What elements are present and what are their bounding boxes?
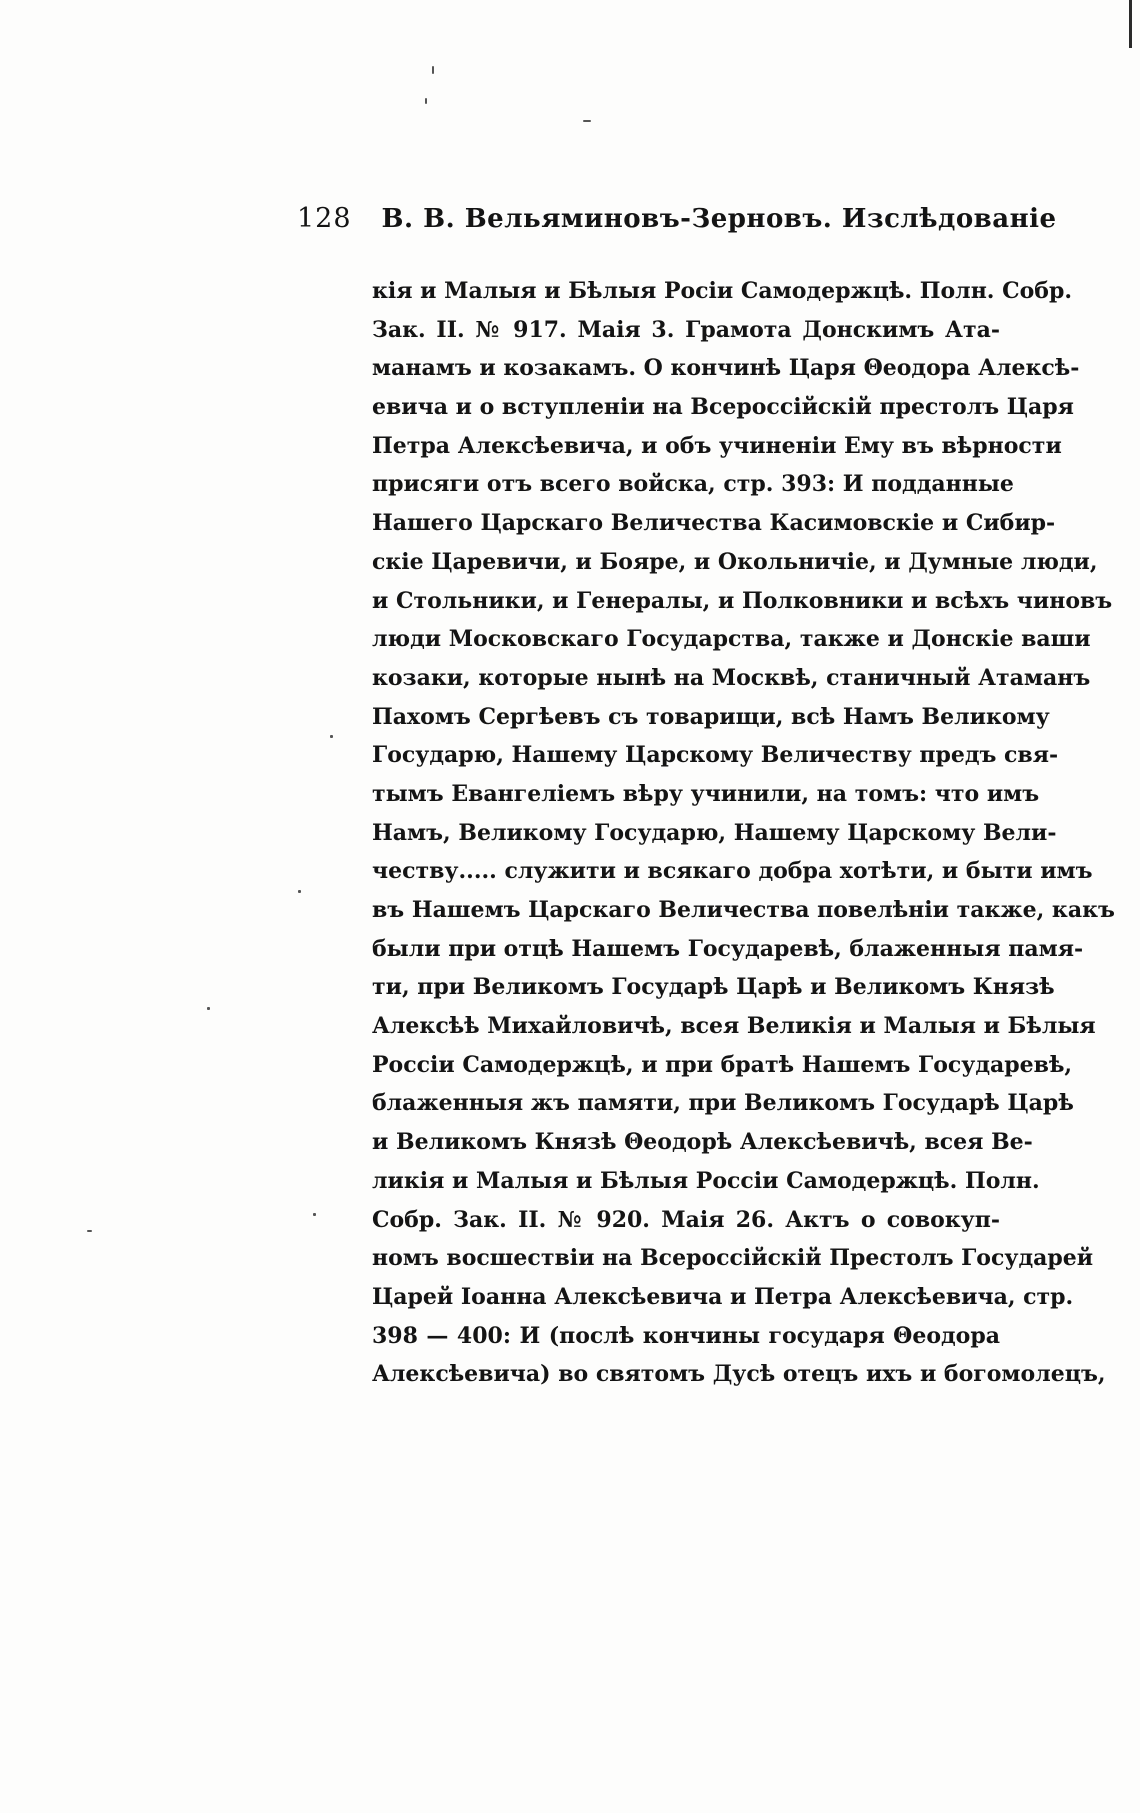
text-line: въ Нашемъ Царскаго Величества повелѣніи также, какъ bbox=[372, 897, 1115, 923]
text-line: присяги отъ всего войска, стр. 393: И подданные bbox=[372, 471, 1014, 498]
text-line: Зак. II. № 917. Маія 3. Грамота Донскимъ Ата- bbox=[372, 316, 1000, 343]
body-text bbox=[372, 272, 1115, 1394]
page-number: 128 bbox=[297, 203, 352, 234]
text-line: ти, при Великомъ Государѣ Царѣ и Великомъ Князѣ bbox=[372, 974, 1055, 1001]
running-head: В. В. Вельяминовъ-Зерновъ. Изслѣдованіе bbox=[381, 204, 1057, 234]
scan-speck bbox=[313, 1213, 316, 1216]
text-line: кія и Малыя и Бѣлыя Росіи Самодержцѣ. Полн. Собр. bbox=[372, 278, 1073, 304]
text-line: Государю, Нашему Царскому Величеству предъ свя- bbox=[372, 742, 1059, 769]
text-line: Царей Іоанна Алексѣевича и Петра Алексѣевича, стр. bbox=[372, 1283, 1074, 1310]
text-line: и Стольники, и Генералы, и Полковники и всѣхъ чиновъ bbox=[372, 587, 1113, 614]
text-line: манамъ и козакамъ. О кончинѣ Царя Θеодора Алексѣ- bbox=[372, 355, 1080, 382]
text-line: евича и о вступленіи на Всероссійскій престолъ Царя bbox=[372, 394, 1074, 421]
page-header bbox=[297, 203, 1057, 247]
text-line: тымъ Евангеліемъ вѣру учинили, на томъ: что имъ bbox=[372, 780, 1040, 807]
scan-speck bbox=[330, 735, 333, 738]
text-line: Алексѣевича) во святомъ Дусѣ отецъ ихъ и богомолецъ, bbox=[372, 1361, 1106, 1388]
text-line: Нашего Царскаго Величества Касимовскіе и Сибир- bbox=[372, 510, 1056, 537]
text-line: номъ восшествіи на Всероссійскій Престолъ Государей bbox=[372, 1245, 1094, 1272]
text-line: честву..... служити и всякаго добра хотѣти, и быти имъ bbox=[372, 858, 1093, 885]
text-line: и Великомъ Князѣ Θеодорѣ Алексѣевичѣ, всея Ве- bbox=[372, 1129, 1033, 1156]
text-line: ликія и Малыя и Бѣлыя Россіи Самодержцѣ. Полн. bbox=[372, 1167, 1040, 1194]
text-line: люди Московскаго Государства, также и Донскіе ваши bbox=[372, 626, 1091, 653]
scan-speck bbox=[87, 1230, 92, 1232]
text-line: скіе Царевичи, и Бояре, и Окольничіе, и Думные люди, bbox=[372, 548, 1098, 575]
text-line: Намъ, Великому Государю, Нашему Царскому Вели- bbox=[372, 819, 1057, 846]
scan-edge-line bbox=[1129, 0, 1132, 48]
text-line: были при отцѣ Нашемъ Государевѣ, блаженныя памя- bbox=[372, 935, 1084, 962]
scan-speck bbox=[583, 120, 591, 122]
scan-speck bbox=[432, 66, 434, 74]
text-line: Пахомъ Сергѣевъ съ товарищи, всѣ Намъ Великому bbox=[372, 703, 1050, 730]
text-line: Алексѣѣ Михайловичѣ, всея Великія и Малыя и Бѣлыя bbox=[372, 1013, 1096, 1040]
scan-speck bbox=[298, 890, 301, 893]
text-line: блаженныя жъ памяти, при Великомъ Государѣ Царѣ bbox=[372, 1090, 1074, 1117]
text-line: Петра Алексѣевича, и объ учиненіи Ему въ вѣрности bbox=[372, 432, 1062, 459]
text-line: 398 — 400: И (послѣ кончины государя Θеодора bbox=[372, 1322, 1000, 1349]
scan-speck bbox=[207, 1007, 210, 1010]
text-line: козаки, которые нынѣ на Москвѣ, станичный Атаманъ bbox=[372, 664, 1091, 691]
scan-speck bbox=[425, 98, 427, 104]
text-line: Россіи Самодержцѣ, и при братѣ Нашемъ Государевѣ, bbox=[372, 1051, 1073, 1078]
text-line: Собр. Зак. II. № 920. Маія 26. Актъ о совокуп- bbox=[372, 1206, 1000, 1233]
